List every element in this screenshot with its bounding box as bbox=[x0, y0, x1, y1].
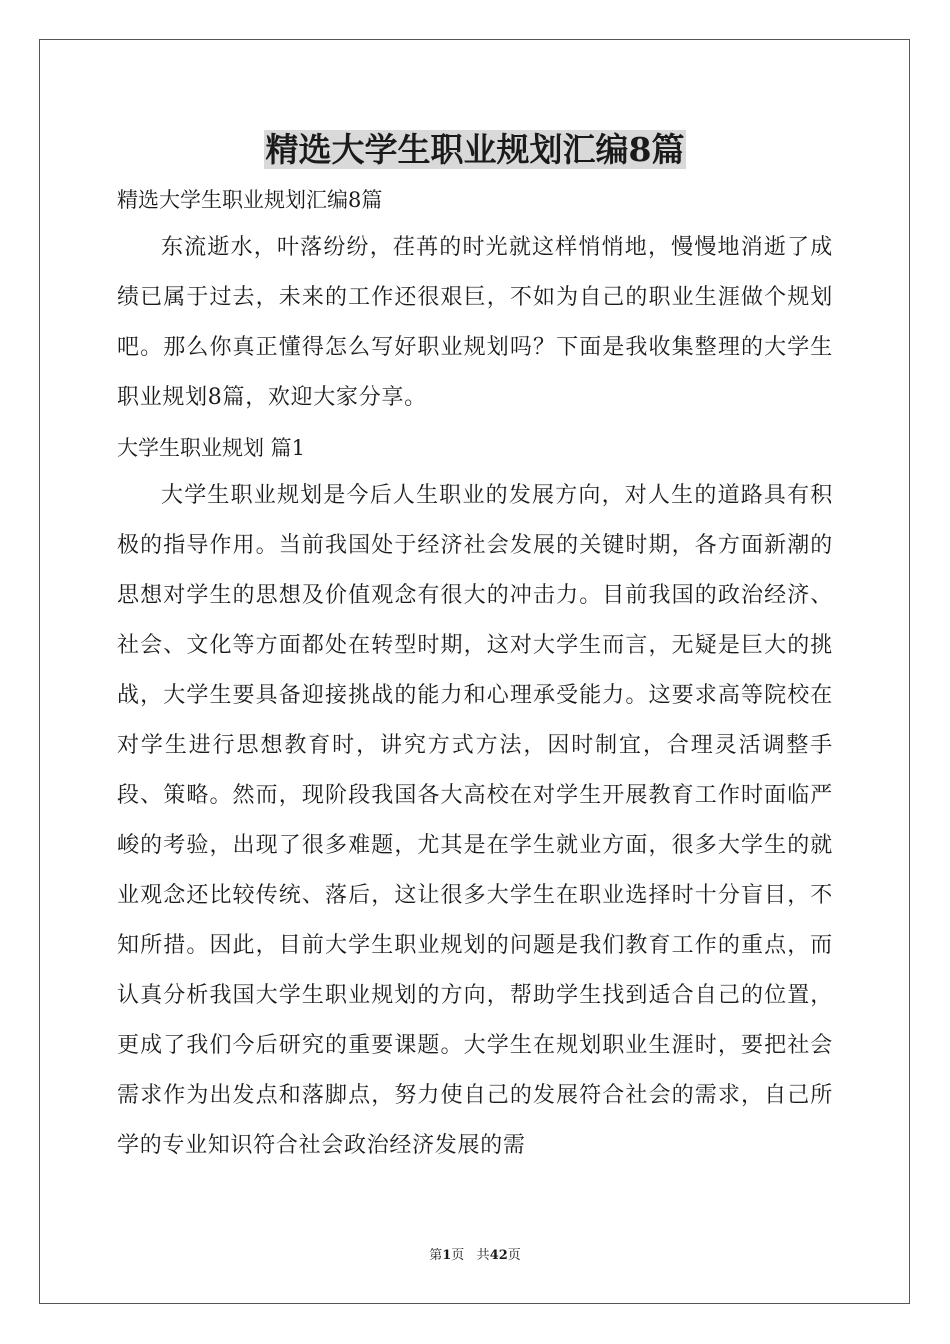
document-subtitle: 精选大学生职业规划汇编8篇 bbox=[117, 188, 383, 212]
section-heading: 大学生职业规划 篇1 bbox=[117, 436, 306, 460]
page-footer bbox=[0, 1247, 950, 1265]
intro-paragraph: 东流逝水，叶落纷纷，荏苒的时光就这样悄悄地，慢慢地消逝了成绩已属于过去，未来的工作还很艰巨，不如为自己的职业生涯做个规划吧。那么你真正懂得怎么写好职业规划吗？下面是我收集整理的大学生职业规划8篇，欢迎大家分享。 bbox=[117, 235, 833, 410]
title-text: 精选大学生职业规划汇编8篇 bbox=[265, 130, 685, 169]
section-body-paragraph: 大学生职业规划是今后人生职业的发展方向，对人生的道路具有积极的指导作用。当前我国处于经济社会发展的关键时期，各方面新潮的思想对学生的思想及价值观念有很大的冲击力。目前我国的政治经济、社会、文化等方面都处在转型时期，这对大学生而言，无疑是巨大的挑战，大学生要具备迎接挑战的能力和心理承受能力。这要求高等院校在对学生进行思想教育时，讲究方式方法，因时制宜，合理灵活调整手段、策略。然而，现阶段我国各大高校在对学生开展教育工作时面临严峻的考验，出现了很多难题，尤其是在学生就业方面，很多大学生的就业观念还比较传统、落后，这让很多大学生在职业选择时十分盲目，不知所措。因此，目前大学生职业规划的问题是我们教育工作的重点，而认真分析我国大学生职业规划的方向，帮助学生找到适合自己的位置，更成了我们今后研究的重要课题。大学生在规划职业生涯时，要把社会需求作为出发点和落脚点，努力使自己的发展符合社会的需求，自己所学的专业知识符合社会政治经济发展的需 bbox=[117, 483, 833, 1158]
footer-page-prefix: 第 bbox=[429, 1248, 443, 1263]
footer-total-suffix: 页 bbox=[507, 1248, 521, 1263]
document-title bbox=[0, 127, 950, 173]
footer-page-total: 42 bbox=[489, 1248, 508, 1263]
footer-total-prefix: 共 bbox=[476, 1248, 490, 1263]
footer-page-suffix: 页 bbox=[451, 1248, 465, 1263]
footer-page-current: 1 bbox=[442, 1248, 452, 1263]
